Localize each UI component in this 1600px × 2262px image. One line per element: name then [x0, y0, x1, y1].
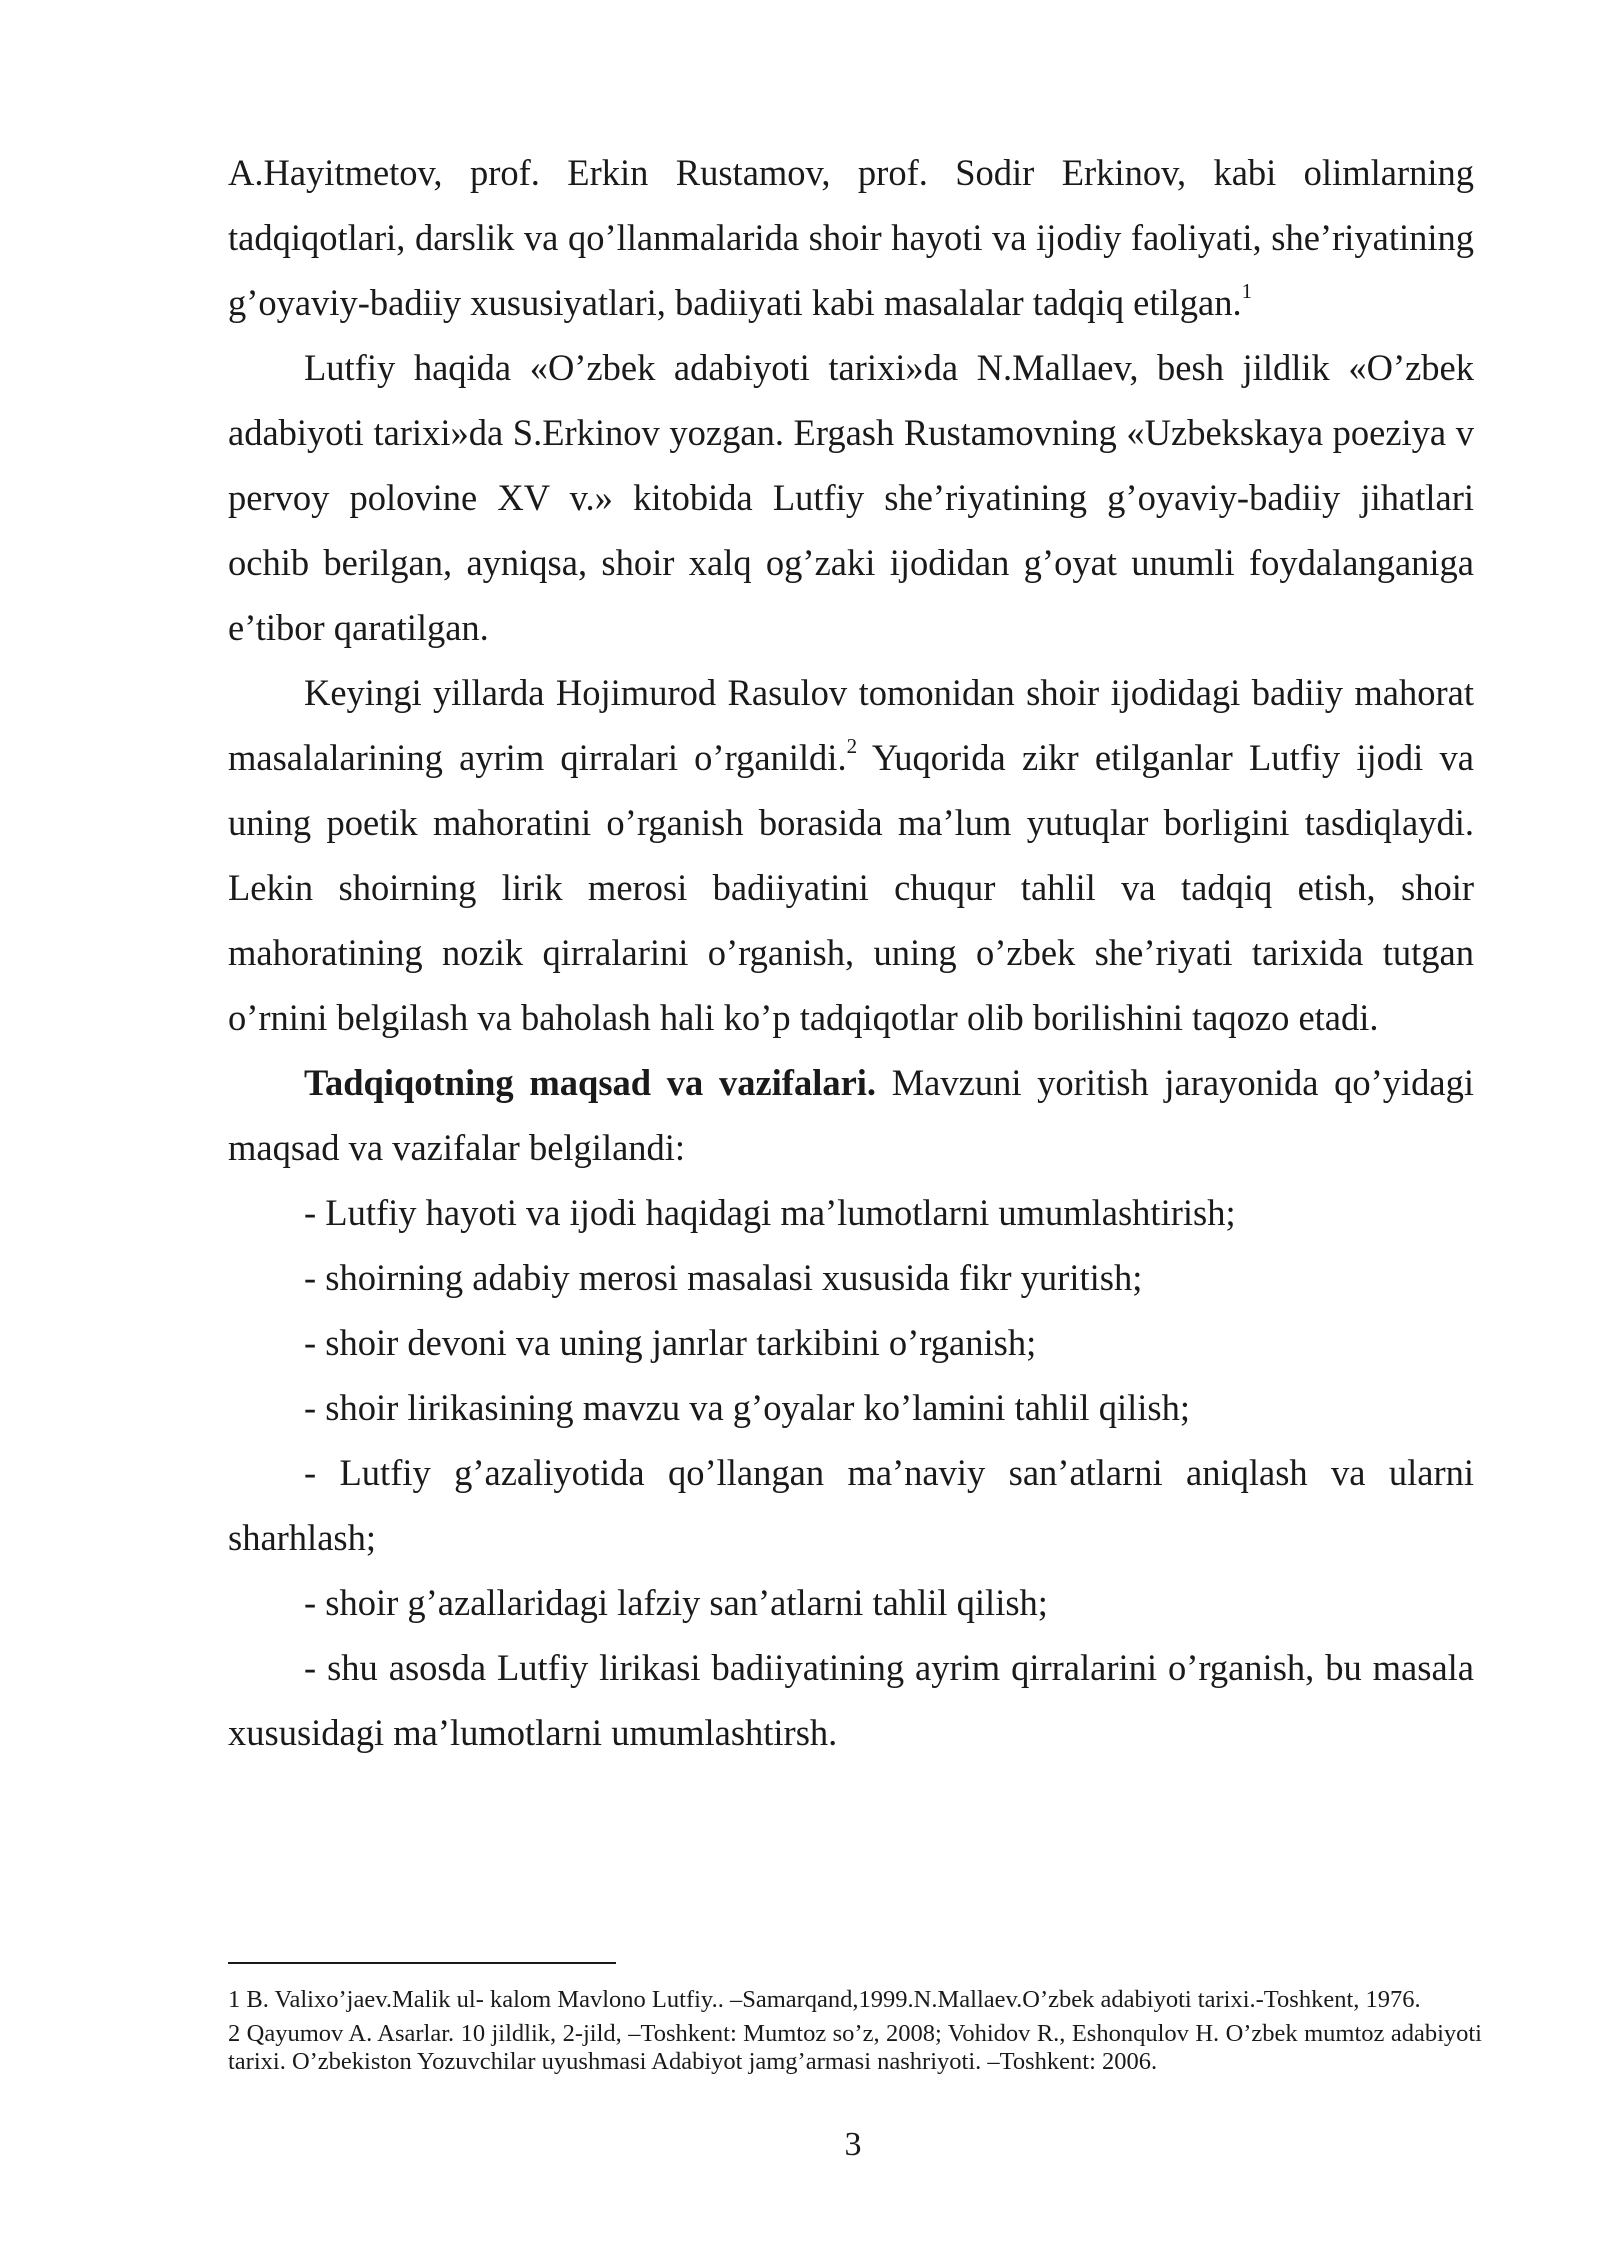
paragraph-2-text: Lutfiy haqida «O’zbek adabiyoti tarixi»da N.Mallaev, besh jildlik «O’zbek adabiyoti tarixi»da S.Erkinov yozgan. Ergash Rustamovning «Uzbekskaya poeziya v pervoy polovine XV v.» kitobida Lutfiy she’riyatining g’oyaviy-badiiy jihatlari ochib berilgan, ayniqsa, shoir xalq og’zaki ijodidan g’oyat unumli foydalanganiga e’tibor qaratilgan. [228, 347, 1474, 648]
list-item: - shoir g’azallaridagi lafziy san’atlarni tahlil qilish; [304, 1582, 1048, 1623]
list-item: - Lutfiy hayoti va ijodi haqidagi ma’lumotlarni umumlashtirish; [304, 1192, 1236, 1233]
footnote-2: 2 Qayumov A. Asarlar. 10 jildlik, 2-jild, –Toshkent: Mumtoz so’z, 2008; Vohidov R., Eshonqulov H. O’zbek mumtoz adabiyoti tarixi. O’zbekiston Yozuvchilar uyushmasi Adabiyot jamg’armasi nashriyoti. –Toshkent: 2006. [228, 2020, 1482, 2075]
paragraph-1-text: A.Hayitmetov, prof. Erkin Rustamov, prof. Sodir Erkinov, kabi olimlarning tadqiqotlari, darslik va qo’llanmalarida shoir hayoti va ijodiy faoliyati, she’riyatining g’oyaviy-badiiy xususiyatlari, badiiyati kabi masalalar tadqiq etilgan. [228, 152, 1474, 323]
paragraph-1 [228, 140, 1474, 335]
paragraph-2 [228, 335, 1474, 660]
list-item: - Lutfiy g’azaliyotida qo’llangan ma’naviy san’atlarni aniqlash va ularni sharhlash; [228, 1452, 1474, 1558]
page-number: 3 [844, 2126, 862, 2163]
paragraph-4-text: Mavzuni yoritish jarayonida qo’yidagi maqsad va vazifalar belgilandi: [228, 1062, 1474, 1168]
list-item: - shoirning adabiy merosi masalasi xususida fikr yuritish; [304, 1257, 1143, 1298]
footnote-ref-1[interactable]: 1 [1241, 278, 1253, 303]
footnote-separator [228, 1962, 616, 1964]
list-item: - shoir lirikasining mavzu va g’oyalar ko’lamini tahlil qilish; [304, 1387, 1190, 1428]
paragraph-3-text-before: Keyingi yillarda Hojimurod Rasulov tomonidan shoir ijodidagi badiiy mahorat masalalarining ayrim qirralari o’rganildi. [228, 672, 1474, 778]
paragraph-3 [228, 660, 1474, 1050]
paragraph-3-text-after: Yuqorida zikr etilganlar Lutfiy ijodi va uning poetik mahoratini o’rganish borasida ma’lum yutuqlar borligini tasdiqlaydi. Lekin shoirning lirik merosi badiiyatini chuqur tahlil va tadqiq etish, shoir mahoratining nozik qirralarini o’rganish, uning o’zbek she’riyati tarixida tutgan o’rnini belgilash va baholash hali ko’p tadqiqotlar olib borilishini taqozo etadi. [228, 737, 1474, 1038]
document-page [228, 140, 1474, 1765]
section-heading: Tadqiqotning maqsad va vazifalari. [304, 1062, 877, 1103]
list-item: - shoir devoni va uning janrlar tarkibini o’rganish; [304, 1322, 1037, 1363]
paragraph-4 [228, 1050, 1474, 1180]
list-item: - shu asosda Lutfiy lirikasi badiiyatining ayrim qirralarini o’rganish, bu masala xususidagi ma’lumotlarni umumlashtirsh. [228, 1647, 1474, 1753]
footnotes-section [228, 1962, 1482, 2082]
footnote-ref-2[interactable]: 2 [846, 733, 858, 758]
footnote-1: 1 B. Valixo’jaev.Malik ul- kalom Mavlono Lutfiy.. –Samarqand,1999.N.Mallaev.O’zbek adabiyoti tarixi.-Toshkent, 1976. [228, 1986, 1421, 2013]
main-text [228, 140, 1474, 1765]
